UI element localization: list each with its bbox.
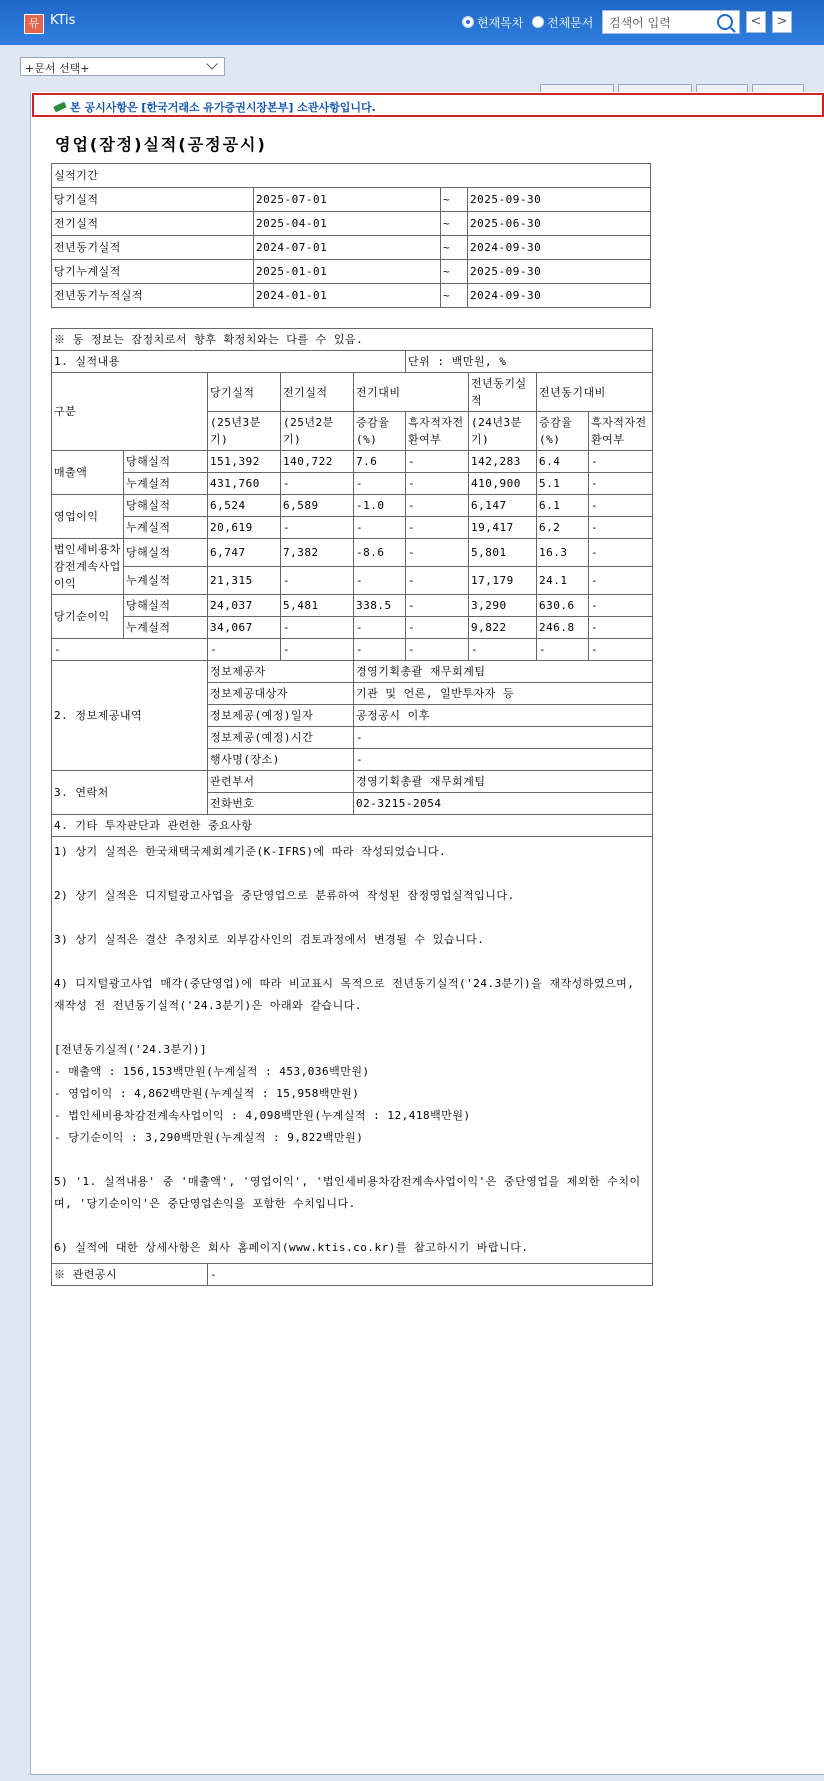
cell: 246.8 (537, 617, 589, 639)
table-row (52, 539, 653, 567)
cell: - (406, 639, 469, 661)
app-logo-icon: 뮤 (24, 14, 44, 34)
period-to: 2025-09-30 (468, 188, 651, 212)
cell: - (52, 639, 208, 661)
table-row (52, 567, 653, 595)
memo-line (54, 1215, 650, 1237)
header-vs-yoy: 전년동기대비 (537, 373, 653, 412)
table-row (52, 495, 653, 517)
cell: - (354, 567, 406, 595)
table-row (52, 260, 651, 284)
cell: 6.4 (537, 451, 589, 473)
memo-line: [전년동기실적('24.3분기)] (54, 1043, 208, 1056)
period-table (51, 163, 651, 308)
period-tilde: ~ (441, 260, 468, 284)
info-key: 정보제공(예정)시간 (208, 727, 354, 749)
table-row (52, 236, 651, 260)
contact-key: 전화번호 (208, 793, 354, 815)
cell: - (354, 517, 406, 539)
cell: - (281, 473, 354, 495)
table-row (52, 284, 651, 308)
memo-line: 2) 상기 실적은 디지털광고사업을 중단영업으로 분류하여 작성된 잠정영업실적입니다. (54, 889, 515, 902)
cell: - (354, 617, 406, 639)
contact-value: 경영기획총괄 재무회계팀 (354, 771, 653, 793)
info-value: 경영기획총괄 재무회계팀 (354, 661, 653, 683)
cell: 6,147 (469, 495, 537, 517)
cell: - (281, 639, 354, 661)
contact-value: 02-3215-2054 (354, 793, 653, 815)
cell: 5.1 (537, 473, 589, 495)
cell: 410,900 (469, 473, 537, 495)
cell: 6,524 (208, 495, 281, 517)
cell: 17,179 (469, 567, 537, 595)
cell: 630.6 (537, 595, 589, 617)
period-label: 전년동기누적실적 (52, 284, 254, 308)
cell: 21,315 (208, 567, 281, 595)
memo-line: - 법인세비용차감전계속사업이익 : 4,098백만원(누계실적 : 12,418백만원) (54, 1109, 471, 1122)
row-kind: 누계실적 (124, 517, 208, 539)
period-header: 실적기간 (52, 164, 651, 188)
row-kind: 당해실적 (124, 495, 208, 517)
cell: - (406, 567, 469, 595)
cell: 140,722 (281, 451, 354, 473)
info-value: 기관 및 언론, 일반투자자 등 (354, 683, 653, 705)
cell: - (589, 473, 653, 495)
header-turn: 흑자적자전환여부 (406, 412, 469, 451)
memo-line (54, 1149, 650, 1171)
period-to: 2025-09-30 (468, 260, 651, 284)
table-row (52, 595, 653, 617)
memo-line (54, 907, 650, 929)
app-name: KTis (50, 13, 76, 28)
period-tilde: ~ (441, 188, 468, 212)
row-kind: 누계실적 (124, 567, 208, 595)
header-current: 당기실적 (208, 373, 281, 412)
next-button[interactable]: > (772, 11, 792, 33)
related-label: ※ 관련공시 (52, 1264, 208, 1286)
period-label: 전년동기실적 (52, 236, 254, 260)
cell: 5,481 (281, 595, 354, 617)
radio-current-toc[interactable] (462, 14, 523, 31)
period-from: 2024-01-01 (254, 284, 441, 308)
info-value: - (354, 749, 653, 771)
memo-box (52, 837, 653, 1264)
header-current-sub: (25년3분기) (208, 412, 281, 451)
cell: 19,417 (469, 517, 537, 539)
cell: - (589, 595, 653, 617)
cell: 24,037 (208, 595, 281, 617)
cell: 9,822 (469, 617, 537, 639)
period-from: 2025-01-01 (254, 260, 441, 284)
table-row (52, 473, 653, 495)
notice-text: 본 공시사항은 [한국거래소 유가증권시장본부] 소관사항입니다. (70, 101, 376, 114)
cell: 24.1 (537, 567, 589, 595)
search-icon[interactable] (717, 14, 733, 30)
cell: 6,747 (208, 539, 281, 567)
table-row (52, 517, 653, 539)
document-page (30, 92, 824, 1775)
table-row (52, 188, 651, 212)
top-bar (0, 0, 824, 45)
cell: - (469, 639, 537, 661)
row-kind: 누계실적 (124, 473, 208, 495)
table-row (52, 639, 653, 661)
info-key: 정보제공자 (208, 661, 354, 683)
cell: 6.1 (537, 495, 589, 517)
related-value: - (208, 1264, 653, 1286)
header-rate: 증감율(%) (537, 412, 589, 451)
row-kind: 당해실적 (124, 539, 208, 567)
header-prev: 전기실적 (281, 373, 354, 412)
cell: - (406, 595, 469, 617)
period-from: 2025-07-01 (254, 188, 441, 212)
info-value: 공정공시 이후 (354, 705, 653, 727)
section-title: 2. 정보제공내역 (52, 661, 208, 771)
memo-line (54, 863, 650, 885)
section-title: 4. 기타 투자판단과 관련한 중요사항 (52, 815, 653, 837)
memo-line: 3) 상기 실적은 결산 추정치로 외부감사인의 검토과정에서 변경될 수 있습니다. (54, 933, 485, 946)
cell: - (281, 567, 354, 595)
cell: - (589, 451, 653, 473)
cell: 151,392 (208, 451, 281, 473)
cell: 3,290 (469, 595, 537, 617)
cell: - (589, 639, 653, 661)
period-tilde: ~ (441, 236, 468, 260)
table-row (52, 212, 651, 236)
period-to: 2025-06-30 (468, 212, 651, 236)
period-to: 2024-09-30 (468, 284, 651, 308)
row-kind: 누계실적 (124, 617, 208, 639)
memo-line (54, 1017, 650, 1039)
header-prev-sub: (25년2분기) (281, 412, 354, 451)
period-label: 당기누계실적 (52, 260, 254, 284)
search-placeholder: 검색어 입력 (609, 16, 671, 30)
radio-selected-icon (462, 16, 474, 28)
header-category: 구분 (52, 373, 208, 451)
row-item: 법인세비용차감전계속사업이익 (52, 539, 124, 595)
cell: - (589, 567, 653, 595)
memo-line (54, 951, 650, 973)
cell: 338.5 (354, 595, 406, 617)
info-key: 정보제공대상자 (208, 683, 354, 705)
radio-label: 전체문서 (547, 16, 594, 30)
cell: 16.3 (537, 539, 589, 567)
period-tilde: ~ (441, 284, 468, 308)
row-item: 영업이익 (52, 495, 124, 539)
info-key: 정보제공(예정)일자 (208, 705, 354, 727)
cell: - (589, 517, 653, 539)
info-value: - (354, 727, 653, 749)
radio-label: 현재목차 (477, 16, 524, 30)
table-row (52, 771, 653, 793)
page-title: 영업(잠정)실적(공정공시) (55, 135, 267, 154)
radio-all-docs[interactable] (532, 14, 593, 31)
memo-line: - 당기순이익 : 3,290백만원(누계실적 : 9,822백만원) (54, 1131, 364, 1144)
search-input[interactable] (602, 10, 740, 34)
cell: - (281, 617, 354, 639)
period-tilde: ~ (441, 212, 468, 236)
cell: - (354, 639, 406, 661)
header-yoy-sub: (24년3분기) (469, 412, 537, 451)
unit-label: 단위 : 백만원, % (406, 351, 653, 373)
row-item: 매출액 (52, 451, 124, 495)
period-from: 2024-07-01 (254, 236, 441, 260)
cell: 34,067 (208, 617, 281, 639)
chevron-down-icon (206, 58, 217, 69)
section-title: 1. 실적내용 (52, 351, 406, 373)
header-turn: 흑자적자전환여부 (589, 412, 653, 451)
row-kind: 당해실적 (124, 451, 208, 473)
period-to: 2024-09-30 (468, 236, 651, 260)
section-title: 3. 연락처 (52, 771, 208, 815)
cell: - (354, 473, 406, 495)
memo-line: 6) 실적에 대한 상세사항은 회사 홈페이지(www.ktis.co.kr)를 참고하시기 바랍니다. (54, 1241, 529, 1254)
memo-line: 5) '1. 실적내용' 중 '매출액', '영업이익', '법인세비용차감전계속사업이익'은 중단영업을 제외한 수치이며, '당기순이익'은 중단영업손익을 포함한 수치입니다. (54, 1175, 641, 1210)
document-select[interactable] (20, 57, 225, 76)
cell: 431,760 (208, 473, 281, 495)
cell: - (406, 617, 469, 639)
cell: - (406, 539, 469, 567)
row-item: 당기순이익 (52, 595, 124, 639)
header-yoy: 전년동기실적 (469, 373, 537, 412)
cell: - (406, 495, 469, 517)
notice-banner (32, 93, 824, 117)
cell: - (281, 517, 354, 539)
disclaimer: ※ 동 정보는 잠정치로서 향후 확정치와는 다를 수 있음. (52, 329, 653, 351)
cell: - (589, 539, 653, 567)
cell: - (406, 517, 469, 539)
table-row (52, 617, 653, 639)
cell: - (537, 639, 589, 661)
cell: - (406, 451, 469, 473)
memo-line: - 영업이익 : 4,862백만원(누계실적 : 15,958백만원) (54, 1087, 360, 1100)
table-row (52, 661, 653, 683)
prev-button[interactable]: < (746, 11, 766, 33)
cell: -8.6 (354, 539, 406, 567)
radio-unselected-icon (532, 16, 544, 28)
document-select-value: +문서 선택+ (25, 62, 90, 75)
cell: 7.6 (354, 451, 406, 473)
cell: -1.0 (354, 495, 406, 517)
period-label: 당기실적 (52, 188, 254, 212)
cell: 7,382 (281, 539, 354, 567)
cell: 6,589 (281, 495, 354, 517)
cell: - (208, 639, 281, 661)
cell: 5,801 (469, 539, 537, 567)
cell: - (406, 473, 469, 495)
table-row (52, 451, 653, 473)
results-table (51, 328, 653, 1286)
cell: - (589, 495, 653, 517)
cell: 20,619 (208, 517, 281, 539)
header-rate: 증감율(%) (354, 412, 406, 451)
header-vs-prev: 전기대비 (354, 373, 469, 412)
row-kind: 당해실적 (124, 595, 208, 617)
period-label: 전기실적 (52, 212, 254, 236)
contact-key: 관련부서 (208, 771, 354, 793)
memo-line: - 매출액 : 156,153백만원(누계실적 : 453,036백만원) (54, 1065, 370, 1078)
period-from: 2025-04-01 (254, 212, 441, 236)
memo-line: 1) 상기 실적은 한국채택국제회계기준(K-IFRS)에 따라 작성되었습니다. (54, 845, 447, 858)
pencil-icon (53, 102, 66, 113)
info-key: 행사명(장소) (208, 749, 354, 771)
cell: 6.2 (537, 517, 589, 539)
memo-line: 4) 디지털광고사업 매각(중단영업)에 따라 비교표시 목적으로 전년동기실적('24.3분기)을 재작성하였으며, 재작성 전 전년동기실적('24.3분기)은 아래와 같습니다. (54, 977, 642, 1012)
cell: - (589, 617, 653, 639)
cell: 142,283 (469, 451, 537, 473)
table-row (52, 1264, 653, 1286)
